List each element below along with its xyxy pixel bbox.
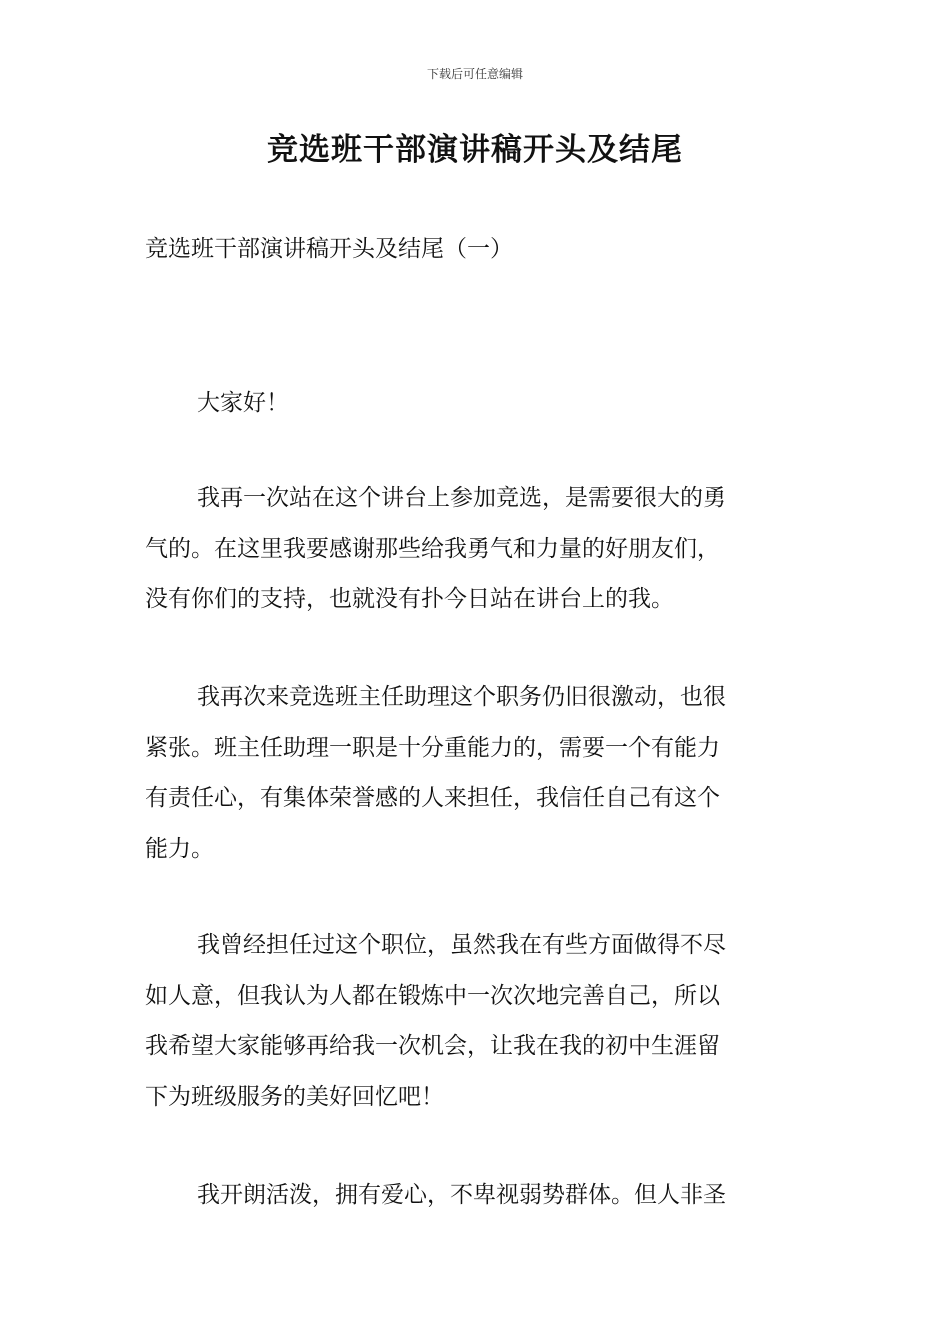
header-note: 下载后可任意编辑 — [426, 67, 523, 81]
paragraph-line: 没有你们的支持，也就没有扑今日站在讲台上的我。 — [145, 586, 674, 612]
document-subtitle: 竞选班干部演讲稿开头及结尾（一） — [145, 236, 513, 262]
paragraph-line: 能力。 — [145, 835, 214, 862]
paragraph-line: 如人意，但我认为人都在锻炼中一次次地完善自己，所以 — [145, 982, 720, 1009]
document-title: 竞选班干部演讲稿开头及结尾 — [267, 132, 683, 168]
paragraph-line: 有责任心，有集体荣誉感的人来担任，我信任自己有这个 — [145, 785, 720, 811]
paragraph-line: 下为班级服务的美好回忆吧！ — [145, 1083, 444, 1110]
paragraph-line: 大家好！ — [197, 390, 289, 416]
paragraph-line: 我开朗活泼，拥有爱心，不卑视弱势群体。但人非圣 — [197, 1182, 726, 1208]
paragraph-line: 我再一次站在这个讲台上参加竞选，是需要很大的勇 — [197, 485, 726, 511]
paragraph-line: 气的。在这里我要感谢那些给我勇气和力量的好朋友们， — [145, 535, 720, 562]
paragraph-3 — [145, 920, 805, 1122]
paragraph-4 — [145, 1170, 805, 1221]
paragraph-line: 紧张。班主任助理一职是十分重能力的，需要一个有能力 — [145, 734, 720, 761]
paragraph-1 — [145, 473, 805, 625]
paragraph-2 — [145, 672, 805, 874]
paragraph-greeting — [145, 378, 805, 429]
paragraph-line: 我曾经担任过这个职位，虽然我在有些方面做得不尽 — [197, 932, 726, 958]
paragraph-line: 我再次来竞选班主任助理这个职务仍旧很激动，也很 — [197, 684, 726, 710]
paragraph-line: 我希望大家能够再给我一次机会，让我在我的初中生涯留 — [145, 1033, 720, 1059]
